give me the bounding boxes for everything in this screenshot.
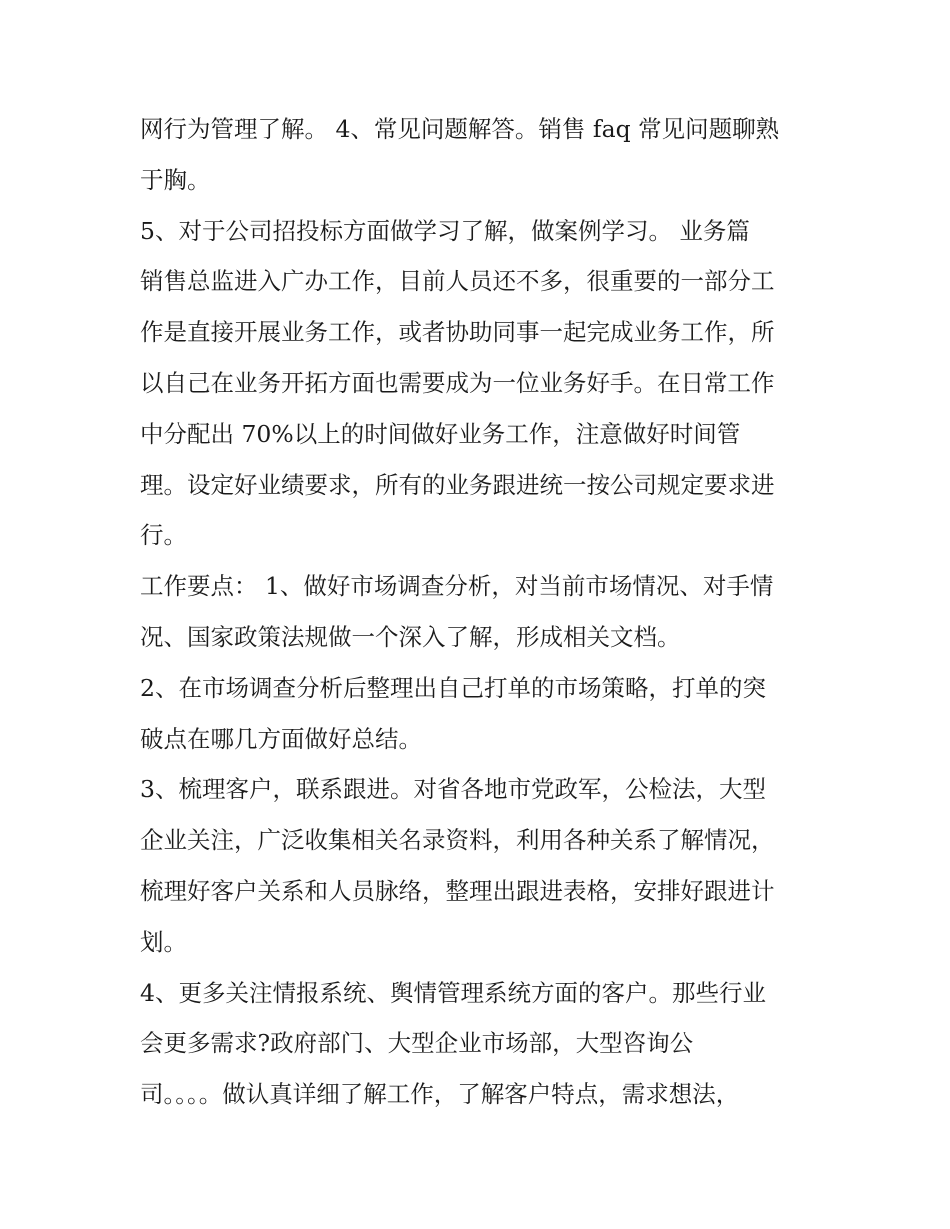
text-line: 4、更多关注情报系统、舆情管理系统方面的客户。那些行业: [140, 978, 766, 1007]
text-line: 梳理好客户关系和人员脉络，整理出跟进表格，安排好跟进计: [140, 876, 775, 905]
text-line: 以自己在业务开拓方面也需要成为一位业务好手。在日常工作: [140, 368, 775, 397]
text-line: 破点在哪几方面做好总结。: [140, 724, 422, 753]
text-line: 会更多需求?政府部门、大型企业市场部，大型咨询公: [140, 1029, 694, 1058]
text-line: 销售总监进入广办工作，目前人员还不多，很重要的一部分工: [140, 267, 775, 296]
text-line: 于胸。: [140, 165, 211, 194]
text-line: 3、梳理客户，联系跟进。对省各地市党政军，公检法，大型: [140, 775, 766, 804]
text-line: 企业关注，广泛收集相关名录资料，利用各种关系了解情况，: [140, 826, 775, 855]
text-line: 司。。。。做认真详细了解工作，了解客户特点，需求想法，: [140, 1080, 740, 1109]
text-line: 划。: [140, 927, 187, 956]
text-line: 2、在市场调查分析后整理出自己打单的市场策略，打单的突: [140, 673, 766, 702]
text-line: 作是直接开展业务工作，或者协助同事一起完成业务工作，所: [140, 318, 775, 347]
text-line: 行。: [140, 521, 187, 550]
text-line: 网行为管理了解。 4、常见问题解答。销售 faq 常见问题聊熟: [140, 115, 780, 143]
document-body: [140, 104, 820, 1120]
text-line: 况、国家政策法规做一个深入了解，形成相关文档。: [140, 622, 681, 651]
text-line: 理。设定好业绩要求，所有的业务跟进统一按公司规定要求进: [140, 470, 775, 499]
text-line: 工作要点： 1、做好市场调查分析，对当前市场情况、对手情: [140, 572, 774, 601]
text-line: 5、对于公司招投标方面做学习了解，做案例学习。 业务篇: [140, 216, 750, 245]
text-line: 中分配出 70%以上的时间做好业务工作，注意做好时间管: [140, 419, 741, 448]
